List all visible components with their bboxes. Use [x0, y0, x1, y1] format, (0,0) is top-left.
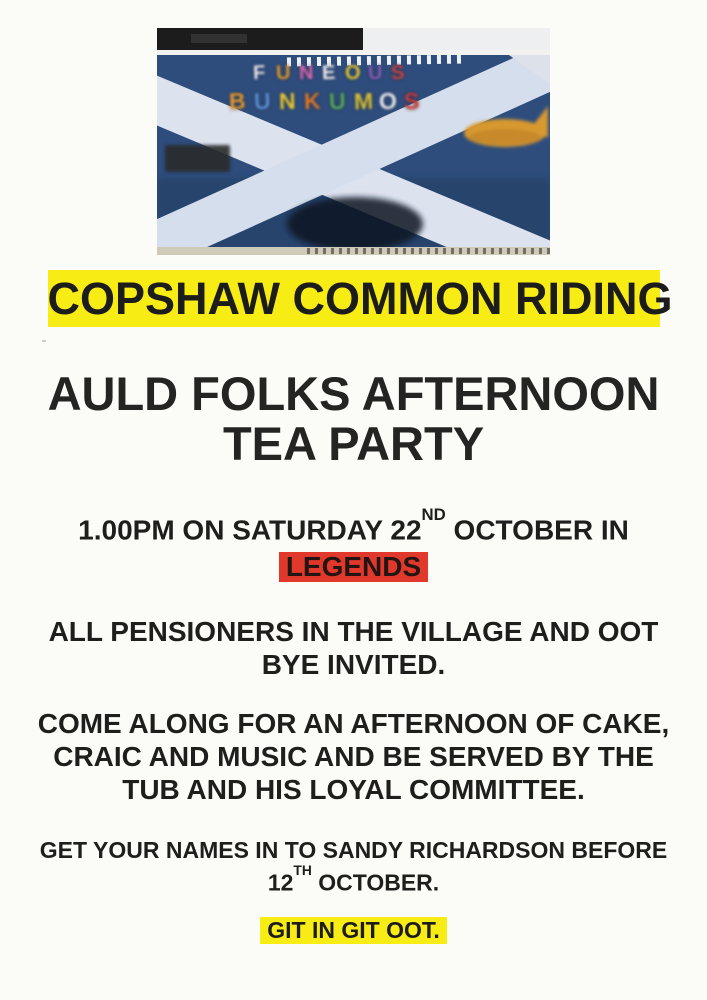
toy-letter: U	[367, 61, 383, 85]
date-ordinal: ND	[421, 504, 446, 524]
rsvp-date: 12	[267, 869, 294, 896]
toy-letter: M	[353, 87, 374, 115]
toy-letter: U	[275, 61, 291, 85]
toy-letter: S	[403, 87, 420, 115]
rsvp-ordinal: TH	[293, 862, 312, 878]
event-heading	[0, 369, 707, 469]
event-heading-line1: AULD FOLKS AFTERNOON	[47, 367, 660, 420]
pitch-line1: COME ALONG FOR AN AFTERNOON OF CAKE,	[37, 708, 670, 740]
footer-line	[0, 917, 707, 944]
toy-letter: U	[253, 87, 272, 115]
toy-letter: K	[303, 87, 322, 115]
top-dark-bar	[157, 28, 363, 50]
page-title: COPSHAW COMMON RIDING	[47, 273, 673, 324]
saltire-flag-photo	[157, 28, 550, 255]
top-dark-bar-detail	[191, 34, 247, 43]
top-light-strip	[363, 28, 550, 50]
invited-paragraph	[0, 615, 707, 681]
invited-line1: ALL PENSIONERS IN THE VILLAGE AND OOT	[48, 616, 659, 648]
rsvp-line1: GET YOUR NAMES IN TO SANDY RICHARDSON BEFORE	[39, 837, 668, 864]
saltire-flag-graphic	[157, 28, 550, 255]
top-divider	[157, 50, 550, 55]
venue-highlight: LEGENDS	[279, 552, 428, 582]
toy-letter: E	[321, 61, 336, 85]
toy-letter: O	[344, 61, 361, 85]
date-text: 1.00PM ON SATURDAY 22	[78, 514, 422, 546]
toy-letter: S	[390, 61, 405, 85]
date-line	[0, 505, 707, 585]
dark-object-bottom	[287, 197, 423, 251]
title-highlight	[47, 270, 673, 327]
pitch-line2: CRAIC AND MUSIC AND BE SERVED BY THE	[53, 741, 654, 773]
toy-letter: N	[298, 61, 314, 85]
dark-object-left	[165, 145, 230, 172]
invited-line2: BYE INVITED.	[261, 649, 446, 681]
scan-artifact-dot	[42, 340, 46, 342]
toy-letter: O	[378, 87, 398, 115]
toy-letter: U	[328, 87, 347, 115]
pitch-paragraph	[0, 707, 707, 806]
pitch-line3: TUB AND HIS LOYAL COMMITTEE.	[122, 774, 585, 806]
date-text-rest: OCTOBER IN	[445, 514, 629, 546]
toy-letter: F	[252, 61, 266, 85]
footer-slogan-highlight: GIT IN GIT OOT.	[260, 917, 447, 944]
rsvp-paragraph	[0, 836, 707, 897]
toy-letter: B	[228, 87, 247, 115]
rsvp-line2-rest: OCTOBER.	[311, 869, 440, 896]
event-heading-line2: TEA PARTY	[222, 417, 485, 470]
toy-letter: N	[278, 87, 297, 115]
